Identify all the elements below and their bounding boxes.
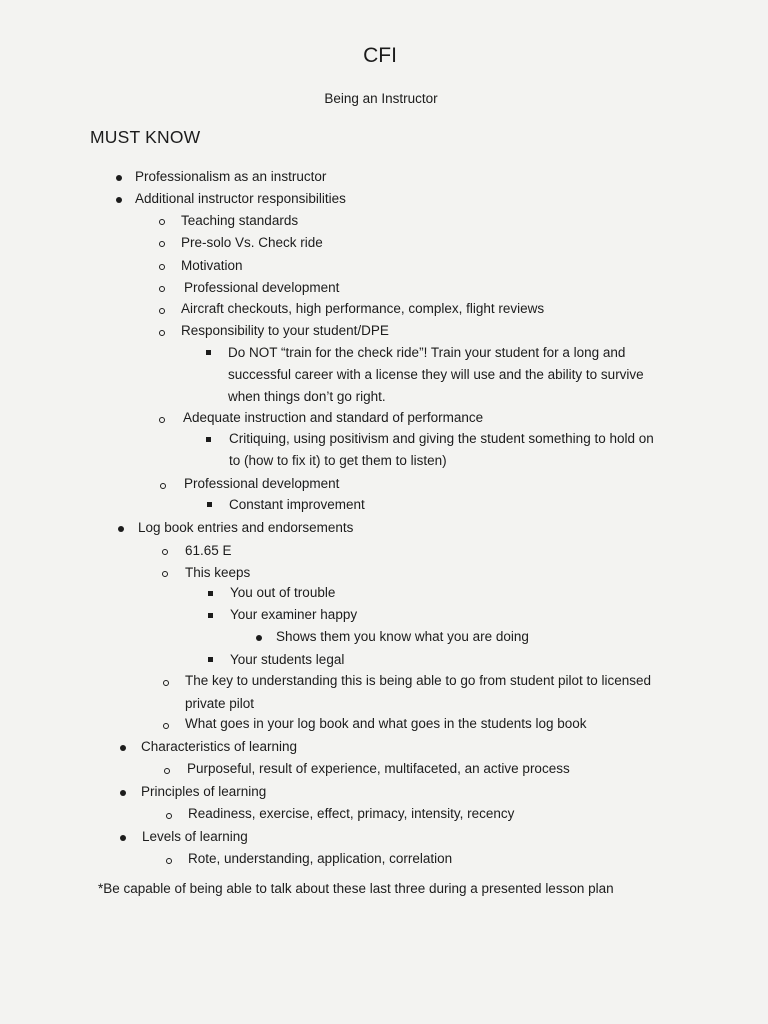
square-bullet-icon bbox=[206, 437, 211, 442]
footnote: *Be capable of being able to talk about these last three during a presented lesson plan bbox=[98, 881, 614, 896]
list-item: Principles of learning bbox=[141, 784, 267, 799]
list-item: Motivation bbox=[181, 258, 243, 273]
list-item: Characteristics of learning bbox=[141, 739, 298, 754]
list-item: What goes in your log book and what goes in the students log book bbox=[185, 716, 587, 731]
square-bullet-icon bbox=[208, 591, 213, 596]
circle-bullet-icon bbox=[159, 241, 165, 247]
circle-bullet-icon bbox=[159, 330, 165, 336]
square-bullet-icon bbox=[206, 350, 211, 355]
circle-bullet-icon bbox=[159, 417, 165, 423]
list-item: Log book entries and endorsements bbox=[138, 520, 354, 535]
list-item: 61.65 E bbox=[185, 543, 232, 558]
list-item: The key to understanding this is being able to go from student pilot to licensed bbox=[185, 673, 652, 688]
list-item: Do NOT “train for the check ride”! Train your student for a long and bbox=[228, 345, 626, 360]
circle-bullet-icon bbox=[159, 264, 165, 270]
list-item: Aircraft checkouts, high performance, complex, flight reviews bbox=[181, 301, 545, 316]
list-item: Professionalism as an instructor bbox=[135, 169, 327, 184]
bullet-icon bbox=[120, 745, 126, 751]
page-subtitle: Being an Instructor bbox=[324, 91, 438, 106]
list-item: Purposeful, result of experience, multifaceted, an active process bbox=[187, 761, 570, 776]
circle-bullet-icon bbox=[159, 308, 165, 314]
list-item: Adequate instruction and standard of performance bbox=[183, 410, 484, 425]
list-item: This keeps bbox=[185, 565, 251, 580]
list-item: Responsibility to your student/DPE bbox=[181, 323, 389, 338]
square-bullet-icon bbox=[207, 502, 212, 507]
list-item-continuation: successful career with a license they will use and the ability to survive bbox=[228, 367, 644, 382]
circle-bullet-icon bbox=[160, 483, 166, 489]
list-item: Critiquing, using positivism and giving the student something to hold on bbox=[229, 431, 654, 446]
list-item: Professional development bbox=[184, 280, 340, 295]
bullet-icon bbox=[120, 790, 126, 796]
circle-bullet-icon bbox=[163, 723, 169, 729]
list-item-continuation: when things don’t go right. bbox=[228, 389, 386, 404]
list-item: Teaching standards bbox=[181, 213, 299, 228]
list-item: Additional instructor responsibilities bbox=[135, 191, 346, 206]
list-item: Professional development bbox=[184, 476, 340, 491]
circle-bullet-icon bbox=[162, 571, 168, 577]
circle-bullet-icon bbox=[166, 858, 172, 864]
square-bullet-icon bbox=[208, 613, 213, 618]
bullet-icon bbox=[120, 835, 126, 841]
bullet-icon bbox=[116, 175, 122, 181]
square-bullet-icon bbox=[208, 657, 213, 662]
list-item-continuation: to (how to fix it) to get them to listen) bbox=[229, 453, 447, 468]
list-item: Readiness, exercise, effect, primacy, intensity, recency bbox=[188, 806, 515, 821]
list-item: You out of trouble bbox=[230, 585, 336, 600]
circle-bullet-icon bbox=[162, 549, 168, 555]
circle-bullet-icon bbox=[159, 286, 165, 292]
list-item: Constant improvement bbox=[229, 497, 365, 512]
list-item: Shows them you know what you are doing bbox=[276, 629, 529, 644]
circle-bullet-icon bbox=[164, 768, 170, 774]
bullet-icon bbox=[116, 197, 122, 203]
list-item: Your examiner happy bbox=[230, 607, 358, 622]
page-title: CFI bbox=[363, 44, 397, 67]
list-item: Rote, understanding, application, correlation bbox=[188, 851, 453, 866]
bullet-icon bbox=[118, 526, 124, 532]
section-heading: MUST KNOW bbox=[90, 127, 201, 147]
list-item: Pre-solo Vs. Check ride bbox=[181, 235, 323, 250]
list-item-continuation: private pilot bbox=[185, 696, 255, 711]
list-item: Levels of learning bbox=[142, 829, 248, 844]
circle-bullet-icon bbox=[159, 219, 165, 225]
bullet-icon bbox=[256, 635, 262, 641]
circle-bullet-icon bbox=[163, 680, 169, 686]
list-item: Your students legal bbox=[230, 652, 345, 667]
circle-bullet-icon bbox=[166, 813, 172, 819]
